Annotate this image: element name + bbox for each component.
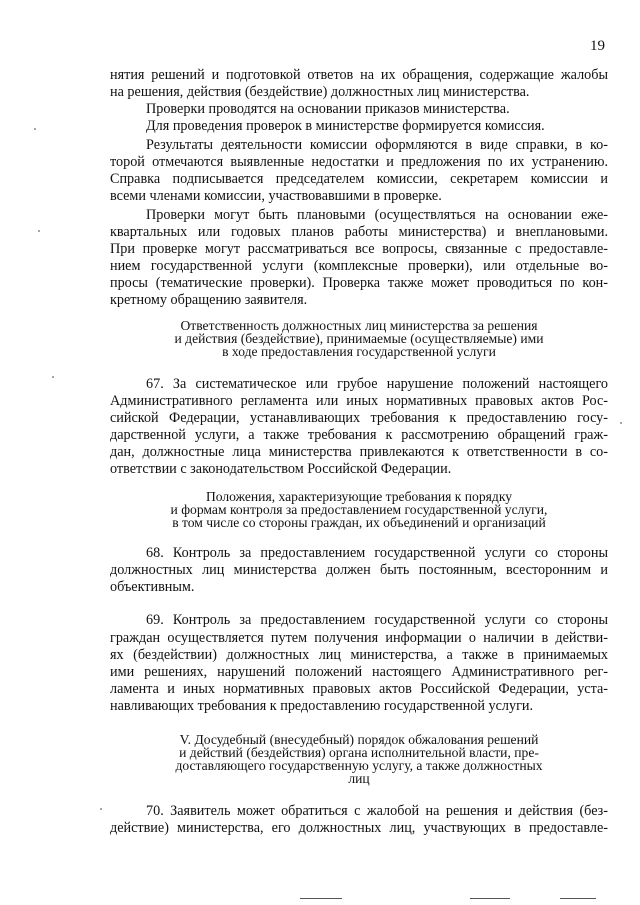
- text-line: сийской Федерации, устанавливающих требования к предоставлению госу-: [110, 410, 608, 426]
- text-line: ими решениях, нарушений положений настоящего Административного рег-: [110, 664, 608, 680]
- text-line: нием государственной услуги (комплексные проверки), или отдельные во-: [110, 258, 608, 274]
- text-line: 69. Контроль за предоставлением государственной услуги со стороны: [146, 612, 608, 628]
- text-line: действие) министерства, его должностных лиц, участвующих в предоставле-: [110, 820, 608, 836]
- section-heading-line: в том числе со стороны граждан, их объединений и организаций: [172, 515, 546, 530]
- text-line: торой отмечаются выявленные недостатки и предложения по их устранению.: [110, 154, 608, 170]
- text-line: нятия решений и подготовкой ответов на их обращения, содержащие жалобы: [110, 67, 608, 83]
- text-line: квартальных или годовых планов работы министерства) и внеплановыми.: [110, 224, 608, 240]
- section-heading-line: в ходе предоставления государственной услуги: [222, 344, 496, 359]
- text-line: ях (бездействии) должностных лиц министерства, а также в принимаемых: [110, 647, 608, 663]
- text-line: должностных лиц министерства должен быть постоянным, всесторонним и: [110, 562, 608, 578]
- text-line: Проверки проводятся на основании приказов министерства.: [146, 101, 510, 117]
- scan-speck: [34, 128, 36, 130]
- text-line: Проверки могут быть плановыми (осуществляться на основании еже-: [146, 207, 608, 223]
- page-number: 19: [590, 38, 605, 54]
- scan-speck: [620, 422, 622, 424]
- text-line: на решения, действия (бездействие) должностных лиц министерства.: [110, 84, 530, 100]
- section-heading-line: лиц: [348, 771, 370, 786]
- text-line: просы (тематические проверки). Проверка также может проводиться по кон-: [110, 275, 608, 291]
- section-heading-line: V. Досудебный (внесудебный) порядок обжалования решений: [179, 732, 539, 747]
- text-line: Справка подписывается председателем комиссии, секретарем комиссии и: [110, 171, 608, 187]
- scan-speck: [100, 808, 102, 810]
- text-line: Для проведения проверок в министерстве формируется комиссия.: [146, 118, 545, 134]
- scan-smudge: [470, 898, 510, 899]
- text-line: навливающих требования к предоставлению государственной услуги.: [110, 698, 534, 714]
- text-line: дан, должностные лица министерства привлекаются к ответственности в со-: [110, 444, 608, 460]
- text-line: граждан осуществляется путем получения информации о наличии в действи-: [110, 630, 608, 646]
- text-line: ответствии с законодательством Российской Федерации.: [110, 461, 452, 477]
- text-line: Административного регламента или иных нормативных правовых актов Рос-: [110, 393, 608, 409]
- scan-smudge: [560, 898, 596, 899]
- text-line: 67. За систематическое или грубое нарушение положений настоящего: [146, 376, 608, 392]
- section-heading-line: Ответственность должностных лиц министерства за решения: [180, 318, 538, 333]
- text-line: кретному обращению заявителя.: [110, 292, 308, 308]
- section-heading-line: доставляющего государственную услугу, а также должностных: [175, 758, 543, 773]
- text-line: 68. Контроль за предоставлением государственной услуги со стороны: [146, 545, 608, 561]
- text-line: Результаты деятельности комиссии оформляются в виде справки, в ко-: [146, 137, 608, 153]
- scan-speck: [52, 376, 54, 378]
- text-line: всеми членами комиссии, участвовавшими в проверке.: [110, 188, 442, 204]
- text-line: объективным.: [110, 579, 195, 595]
- text-line: 70. Заявитель может обратиться с жалобой на решения и действия (без-: [146, 803, 608, 819]
- scan-smudge: [300, 898, 342, 899]
- section-heading-line: Положения, характеризующие требования к порядку: [205, 489, 513, 504]
- text-line: ламента и иных нормативных правовых актов Российской Федерации, уста-: [110, 681, 608, 697]
- scan-speck: [38, 230, 40, 232]
- section-heading-line: и действия (бездействие), принимаемые (осуществляемые) ими: [174, 331, 544, 346]
- text-line: дарственной услуги, а также требования к рассмотрению обращений граж-: [110, 427, 608, 443]
- section-heading-line: и формам контроля за предоставлением государственной услуги,: [170, 502, 548, 517]
- text-line: При проверке могут рассматриваться все вопросы, связанные с предоставле-: [110, 241, 608, 257]
- section-heading-line: и действий (бездействия) органа исполнительной власти, пре-: [179, 745, 539, 760]
